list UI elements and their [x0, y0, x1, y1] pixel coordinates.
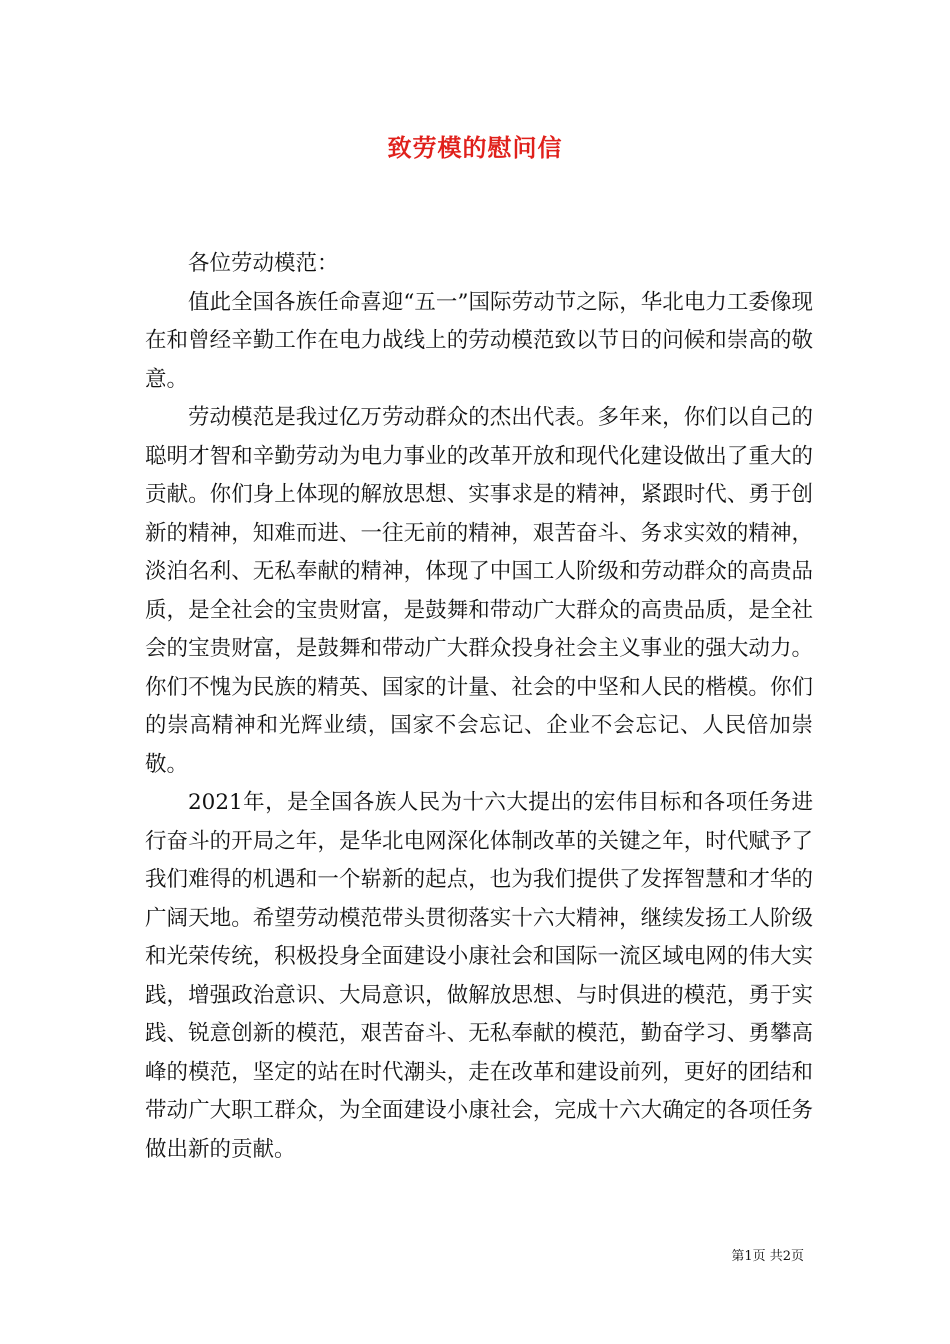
paragraph-3: 2021年，是全国各族人民为十六大提出的宏伟目标和各项任务进行奋斗的开局之年，是华北电网深化体制改革的关键之年，时代赋予了我们难得的机遇和一个崭新的起点，也为我们提供了发挥智慧和才华的广阔天地。希望劳动模范带头贯彻落实十六大精神，继续发扬工人阶级和光荣传统，积极投身全面建设小康社会和国际一流区域电网的伟大实践，增强政治意识、大局意识，做解放思想、与时俱进的模范，勇于实践、锐意创新的模范，艰苦奋斗、无私奉献的模范，勤奋学习、勇攀高峰的模范，坚定的站在时代潮头，走在改革和建设前列，更好的团结和带动广大职工群众，为全面建设小康社会，完成十六大确定的各项任务做出新的贡献。	[145, 790, 813, 1162]
page-title: 致劳模的慰问信	[387, 133, 563, 162]
salutation: 各位劳动模范：	[188, 251, 339, 276]
letter-body	[145, 245, 813, 1169]
page-number: 第1页 共2页	[731, 1249, 804, 1264]
paragraph-1: 值此全国各族任命喜迎“五一”国际劳动节之际，华北电力工委像现在和曾经辛勤工作在电力战线上的劳动模范致以节日的问候和崇高的敬意。	[145, 289, 813, 392]
paragraph-2: 劳动模范是我过亿万劳动群众的杰出代表。多年来，你们以自己的聪明才智和辛勤劳动为电力事业的改革开放和现代化建设做出了重大的贡献。你们身上体现的解放思想、实事求是的精神，紧跟时代、勇于创新的精神，知难而进、一往无前的精神，艰苦奋斗、务求实效的精神，淡泊名利、无私奉献的精神，体现了中国工人阶级和劳动群众的高贵品质，是全社会的宝贵财富，是鼓舞和带动广大群众的高贵品质，是全社会的宝贵财富，是鼓舞和带动广大群众投身社会主义事业的强大动力。你们不愧为民族的精英、国家的计量、社会的中坚和人民的楷模。你们的崇高精神和光辉业绩，国家不会忘记、企业不会忘记、人民倍加崇敬。	[145, 405, 813, 777]
